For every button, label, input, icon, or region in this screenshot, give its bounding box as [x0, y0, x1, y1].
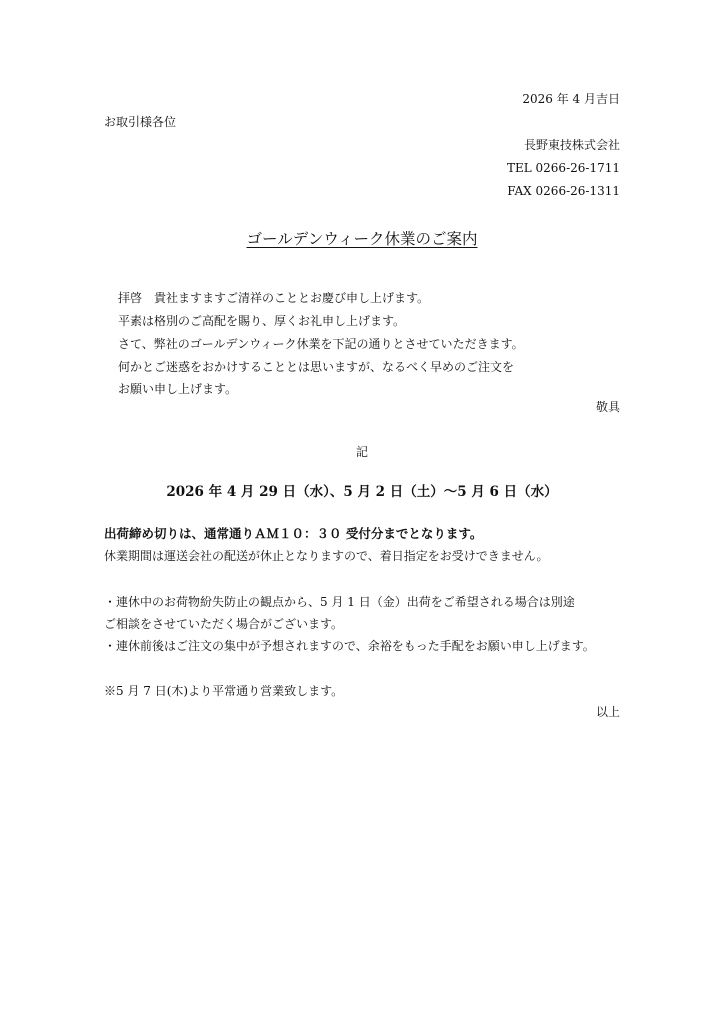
bullet-line-3: ・連休前後はご注文の集中が予想されますので、余裕をもった手配をお願い申し上げます。	[104, 639, 595, 653]
company-name: 長野東技株式会社	[523, 138, 620, 152]
company-tel: TEL 0266-26-1711	[506, 161, 620, 175]
body-line-3: さて、弊社のゴールデンウィーク休業を下記の通りとさせていただきます。	[118, 337, 524, 351]
body-line-5: お願い申し上げます。	[118, 382, 238, 396]
shipping-deadline: 出荷締め切りは、通常通りＡＭ１０：３０ 受付分までとなります。	[104, 526, 483, 541]
body-line-1: 拝啓 貴社ますますご清祥のこととお慶び申し上げます。	[118, 291, 430, 305]
body-line-4: 何かとご迷惑をおかけすることとは思いますが、なるべく早めのご注文を	[118, 360, 515, 374]
holiday-dates: 2026 年 4 月 29 日（水）、5 月 2 日（土）～5 月 6 日（水）	[166, 484, 558, 500]
body-line-2: 平素は格別のご高配を賜り、厚くお礼申し上げます。	[118, 314, 406, 328]
recipient-line: お取引様各位	[104, 115, 177, 129]
closing-keigu: 敬具	[595, 400, 620, 414]
document-date: 2026 年 4 月吉日	[522, 92, 620, 106]
bullet-line-1: ・連休中のお荷物紛失防止の観点から、5 月 1 日（金）出荷をご希望される場合は別途	[104, 595, 575, 609]
ki-heading: 記	[355, 445, 368, 459]
delivery-note: 休業期間は運送会社の配送が休止となりますので、着日指定をお受けできません。	[104, 549, 549, 563]
closing-ijo: 以上	[595, 705, 620, 719]
page-title	[0, 232, 724, 248]
bullet-line-2: ご相談をさせていただく場合がございます。	[104, 617, 344, 631]
company-fax: FAX 0266-26-1311	[507, 184, 620, 198]
page-title-text: ゴールデンウィーク休業のご案内	[246, 230, 478, 248]
resume-note: ※5 月 7 日(木)より平常通り営業致します。	[104, 684, 344, 698]
